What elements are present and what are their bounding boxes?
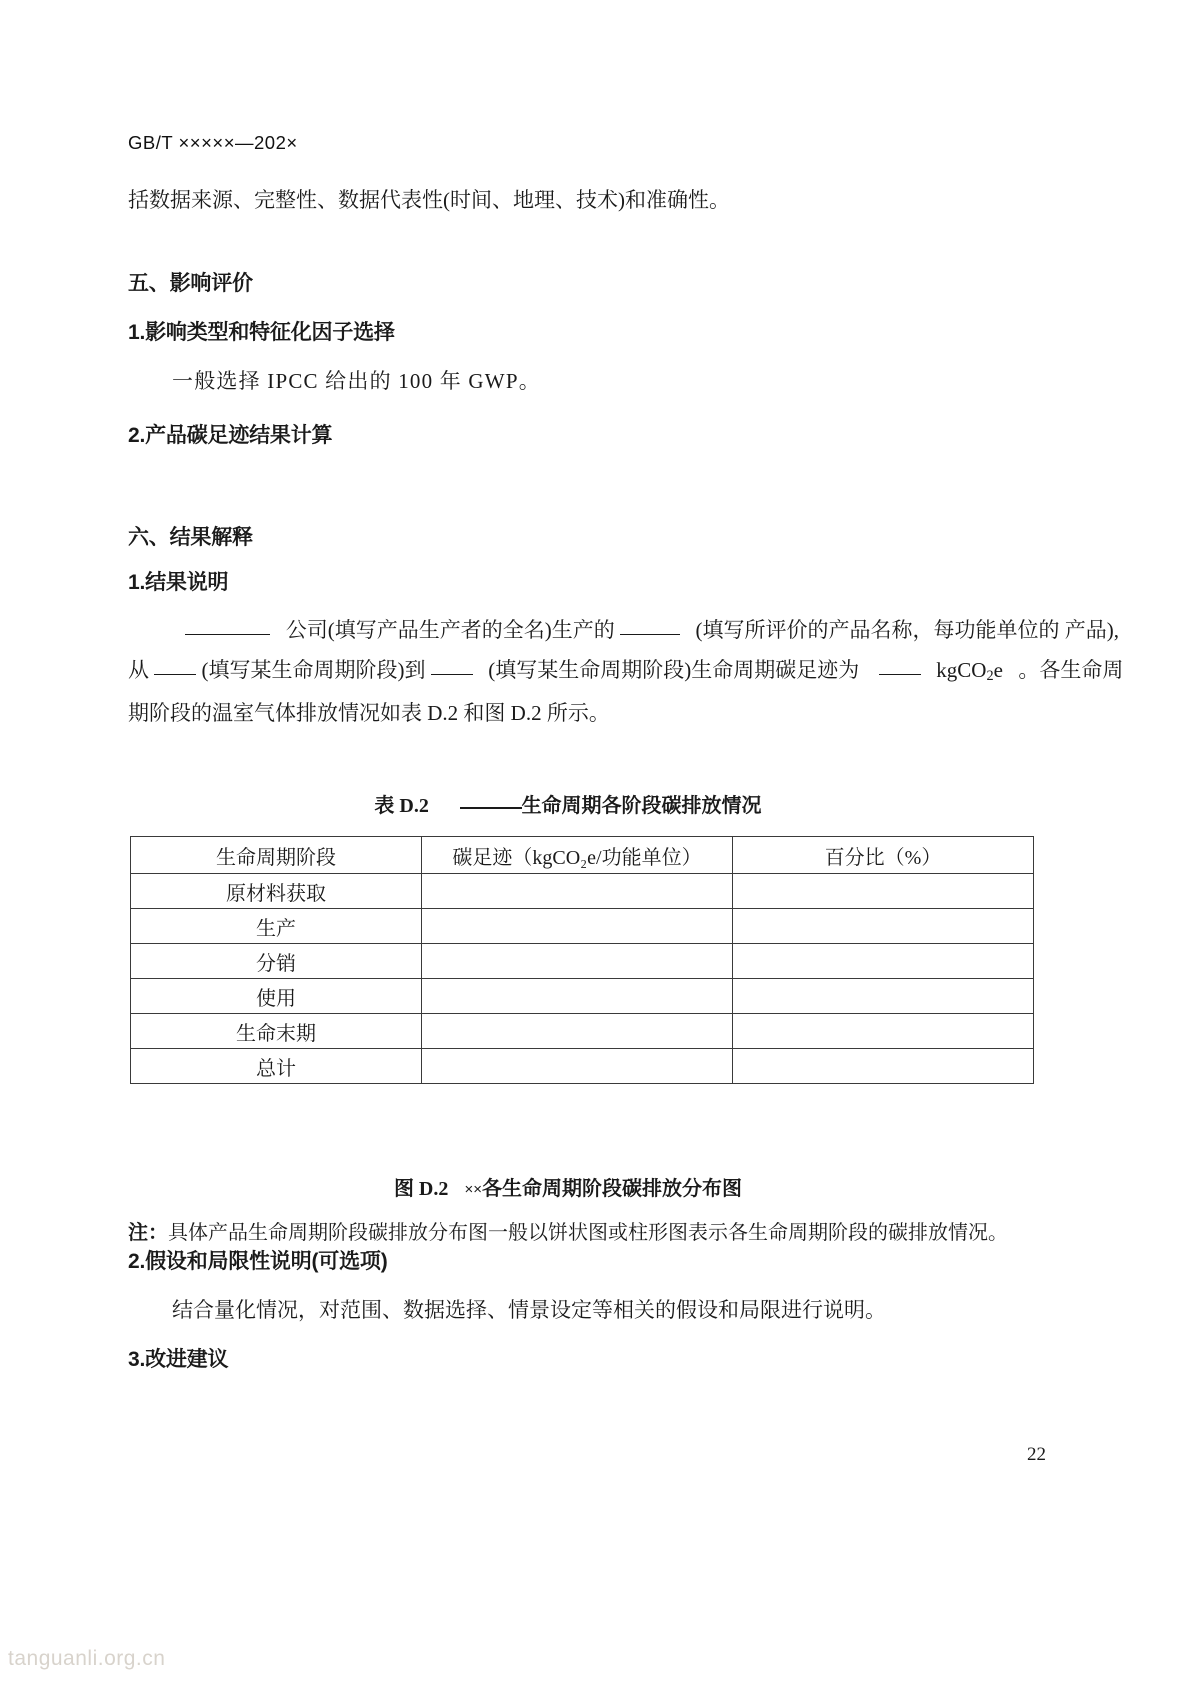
result-line2-text-e: 。各生命周 [1018, 658, 1124, 682]
result-line2-text-b: (填写某生命周期阶段)到 [201, 658, 426, 682]
heading-carbon-footprint-calculation: 2.产品碳足迹结果计算 [128, 424, 333, 447]
table-header-stage: 生命周期阶段 [131, 837, 422, 874]
paragraph-continued-text: 括数据来源、完整性、数据代表性(时间、地理、技术)和准确性。 [128, 188, 730, 212]
result-line2-text-a: 从 [128, 658, 149, 682]
figure-note [128, 1216, 1018, 1245]
running-header-standard-code: GB/T ×××××—202× [128, 132, 298, 153]
table-caption [128, 789, 1008, 818]
figure-caption-xx: ×× [464, 1181, 483, 1198]
blank-stage-from [154, 674, 196, 675]
cell-footprint[interactable] [422, 909, 733, 944]
figure-placeholder-area [128, 1062, 1008, 1162]
table-row [131, 979, 1034, 1014]
result-paragraph-line-3: 期阶段的温室气体排放情况如表 D.2 和图 D.2 所示。 [128, 701, 610, 725]
page-number: 22 [1027, 1444, 1046, 1465]
paragraph-assumptions-limitations: 结合量化情况，对范围、数据选择、情景设定等相关的假设和局限进行说明。 [172, 1298, 886, 1322]
table-row [131, 944, 1034, 979]
table-caption-number: 表 D.2 [374, 795, 429, 817]
cell-stage-total: 总计 [131, 1049, 422, 1084]
cell-footprint[interactable] [422, 874, 733, 909]
heading-assumptions-limitations: 2.假设和局限性说明(可选项) [128, 1250, 388, 1273]
table-row [131, 874, 1034, 909]
cell-percent[interactable] [733, 944, 1034, 979]
blank-company-name [185, 634, 270, 635]
table-header-percent: 百分比（%） [733, 837, 1034, 874]
cell-footprint[interactable] [422, 1014, 733, 1049]
cell-stage: 原材料获取 [131, 874, 422, 909]
cell-percent[interactable] [733, 979, 1034, 1014]
heading-impact-type-selection: 1.影响类型和特征化因子选择 [128, 321, 395, 344]
blank-product-name [620, 634, 680, 635]
cell-footprint[interactable] [422, 944, 733, 979]
figure-caption-text: 各生命周期阶段碳排放分布图 [482, 1178, 743, 1200]
table-header-row [131, 837, 1034, 874]
cell-percent[interactable] [733, 1014, 1034, 1049]
unit-kgco2e-main: kgCO [936, 658, 987, 682]
heading-section-six: 六、结果解释 [128, 526, 253, 549]
cell-stage: 分销 [131, 944, 422, 979]
unit-kgco2e-tail: e [993, 658, 1003, 682]
cell-percent[interactable] [733, 874, 1034, 909]
result-line1-text-a: 公司(填写产品生产者的全名)生产的 [285, 618, 615, 642]
watermark: tanguanli.org.cn [8, 1647, 166, 1670]
note-text: 具体产品生命周期阶段碳排放分布图一般以饼状图或柱形图表示各生命周期阶段的碳排放情况。 [168, 1222, 1008, 1244]
blank-footprint-value [879, 674, 921, 675]
cell-stage: 使用 [131, 979, 422, 1014]
emission-table-body [131, 837, 1034, 1084]
emission-table [130, 836, 1034, 1084]
cell-footprint[interactable] [422, 979, 733, 1014]
heading-section-five: 五、影响评价 [128, 272, 253, 295]
table-row [131, 1014, 1034, 1049]
note-label: 注： [128, 1222, 168, 1244]
result-paragraph-line-1 [128, 620, 1119, 641]
result-line1-text-b: (填写所评价的产品名称，每功能单位的 产品), [695, 618, 1119, 642]
figure-caption-number: 图 D.2 [393, 1178, 449, 1200]
unit-subscript-2: 2 [986, 668, 994, 685]
table-caption-text: 生命周期各阶段碳排放情况 [521, 795, 762, 817]
cell-stage: 生命末期 [131, 1014, 422, 1049]
heading-result-description: 1.结果说明 [128, 571, 229, 594]
blank-stage-to [431, 674, 473, 675]
paragraph-ipcc-gwp: 一般选择 IPCC 给出的 100 年 GWP。 [172, 369, 541, 393]
cell-percent[interactable] [733, 909, 1034, 944]
table-row [131, 909, 1034, 944]
figure-caption [128, 1172, 1008, 1201]
result-paragraph-line-2 [128, 660, 1123, 683]
result-line2-unit [936, 658, 1003, 685]
cell-stage: 生产 [131, 909, 422, 944]
blank-table-caption [460, 807, 522, 809]
table-header-footprint: 碳足迹（kgCO₂e/功能单位） [422, 837, 733, 874]
heading-improvement-suggestions: 3.改进建议 [128, 1348, 229, 1371]
result-line2-text-c: (填写某生命周期阶段)生命周期碳足迹为 [488, 658, 860, 682]
